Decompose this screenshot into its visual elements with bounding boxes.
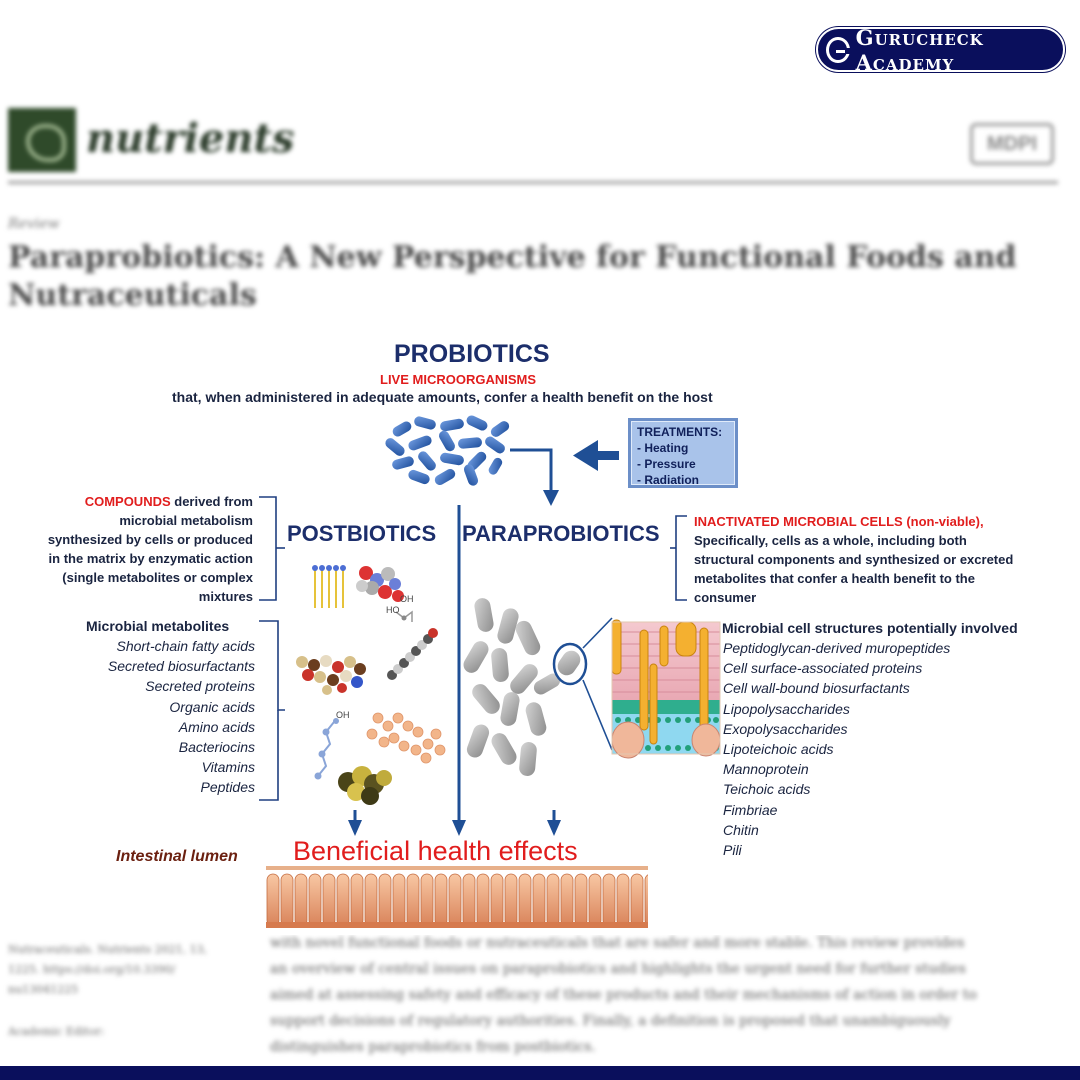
- citation-line: Nutraceuticals. Nutrients 2021, 13,: [8, 943, 208, 956]
- list-item: Mannoprotein: [723, 761, 809, 778]
- article-type: Review: [8, 216, 60, 232]
- compounds-line: synthesized by cells or produced: [47, 532, 253, 547]
- inactivated-line: Specifically, cells as a whole, including both: [694, 533, 967, 548]
- list-item: Peptides: [200, 779, 255, 796]
- footer-bar: [0, 1066, 1080, 1080]
- probiotics-figure: [0, 330, 1080, 935]
- list-item: Organic acids: [169, 698, 255, 715]
- compounds-line1: derived from: [170, 494, 253, 509]
- list-item: Vitamins: [201, 759, 255, 776]
- molecule-label-ho: HO: [386, 605, 400, 615]
- list-item: Bacteriocins: [178, 739, 255, 756]
- abstract-line: with novel functional foods or nutraceuticals that are safer and more stable. This review provides: [270, 935, 965, 951]
- cell-wall-detail: [612, 620, 720, 758]
- compounds-line: (single metabolites or complex: [62, 570, 253, 585]
- abstract-line: support decisions of regulatory authorities. Finally, a definition is proposed that unambiguously: [270, 1013, 951, 1029]
- metabolites-list: [20, 636, 255, 798]
- intestinal-epithelium: [266, 866, 648, 928]
- header-divider: [8, 181, 1058, 184]
- citation-block: [8, 940, 233, 1042]
- list-item: Pili: [723, 842, 742, 859]
- treatment-item: - Radiation: [637, 473, 699, 487]
- molecule-label-oh: OH: [400, 594, 414, 604]
- compounds-line: microbial metabolism: [119, 513, 253, 528]
- journal-name: nutrients: [86, 115, 295, 162]
- probiotics-definition: that, when administered in adequate amounts, confer a health benefit on the host: [172, 389, 713, 405]
- live-bacteria-cluster: [383, 414, 511, 487]
- treatment-item: - Pressure: [637, 457, 696, 471]
- inactivated-cells: [461, 597, 612, 777]
- list-item: Secreted proteins: [145, 678, 255, 695]
- list-item: Cell surface-associated proteins: [723, 660, 923, 677]
- inactivated-line: consumer: [694, 590, 757, 605]
- molecule-label-oh: OH: [336, 710, 350, 720]
- brand-logo-icon: [826, 37, 850, 63]
- paraprobiotics-heading: PARAPROBIOTICS: [462, 521, 660, 546]
- list-item: Secreted biosurfactants: [107, 658, 255, 675]
- list-item: Lipopolysaccharides: [723, 700, 850, 717]
- live-microorganisms: LIVE MICROORGANISMS: [380, 372, 537, 387]
- list-item: Cell wall-bound biosurfactants: [723, 680, 910, 697]
- compounds-highlight: COMPOUNDS: [84, 494, 171, 509]
- citation-line: nu13041225: [8, 983, 79, 996]
- probiotics-heading: PROBIOTICS: [394, 340, 550, 368]
- citation-line: Academic Editor:: [8, 1025, 105, 1038]
- inactivated-line: structural components and synthesized or excreted: [694, 552, 1014, 567]
- compounds-line: mixtures: [198, 589, 253, 604]
- list-item: Peptidoglycan-derived muropeptides: [723, 640, 951, 656]
- inactivated-highlight: INACTIVATED MICROBIAL CELLS (non-viable),: [694, 514, 984, 529]
- list-item: Chitin: [723, 821, 759, 838]
- list-item: Fimbriae: [723, 801, 778, 818]
- article-title: Paraprobiotics: A New Perspective for Functional Foods and Nutraceuticals: [8, 240, 1017, 313]
- treatments-box: [628, 418, 738, 488]
- structures-list: [723, 638, 1078, 860]
- compounds-line: in the matrix by enzymatic action: [48, 551, 253, 566]
- citation-line: 1225. https://doi.org/10.3390/: [8, 963, 176, 976]
- abstract-line: distinguishes paraprobiotics from postbiotics.: [270, 1039, 596, 1055]
- abstract-line: aimed at assessing safety and efficacy of these products and their mechanisms of action in order to: [270, 987, 977, 1003]
- list-item: Exopolysaccharides: [723, 720, 848, 737]
- inactivated-line: metabolites that confer a health benefit to the: [694, 571, 975, 586]
- compounds-description: [0, 492, 253, 606]
- list-item: Amino acids: [178, 718, 255, 735]
- postbiotics-heading: POSTBIOTICS: [287, 521, 437, 546]
- journal-logo-icon: [8, 108, 76, 172]
- list-item: Lipoteichoic acids: [723, 741, 834, 758]
- abstract-text: [270, 930, 1065, 1060]
- list-item: Teichoic acids: [723, 781, 811, 798]
- treatments-heading: TREATMENTS:: [637, 425, 723, 439]
- publisher-logo: MDPI: [970, 123, 1054, 165]
- treatment-item: - Heating: [637, 441, 689, 455]
- list-item: Short-chain fatty acids: [116, 638, 255, 654]
- beneficial-effects-label: Beneficial health effects: [293, 836, 578, 866]
- brand-name: Gurucheck Academy: [855, 24, 984, 75]
- intestinal-lumen-label: Intestinal lumen: [116, 848, 238, 865]
- abstract-line: an overview of central issues on paraprobiotics and highlights the urgent need for further studies: [270, 961, 966, 977]
- metabolites-heading: Microbial metabolites: [86, 618, 230, 634]
- brand-badge: [816, 24, 1065, 75]
- structures-heading: Microbial cell structures potentially involved: [722, 620, 1018, 636]
- metabolite-molecules: [296, 565, 445, 805]
- inactivated-description: [694, 512, 1080, 607]
